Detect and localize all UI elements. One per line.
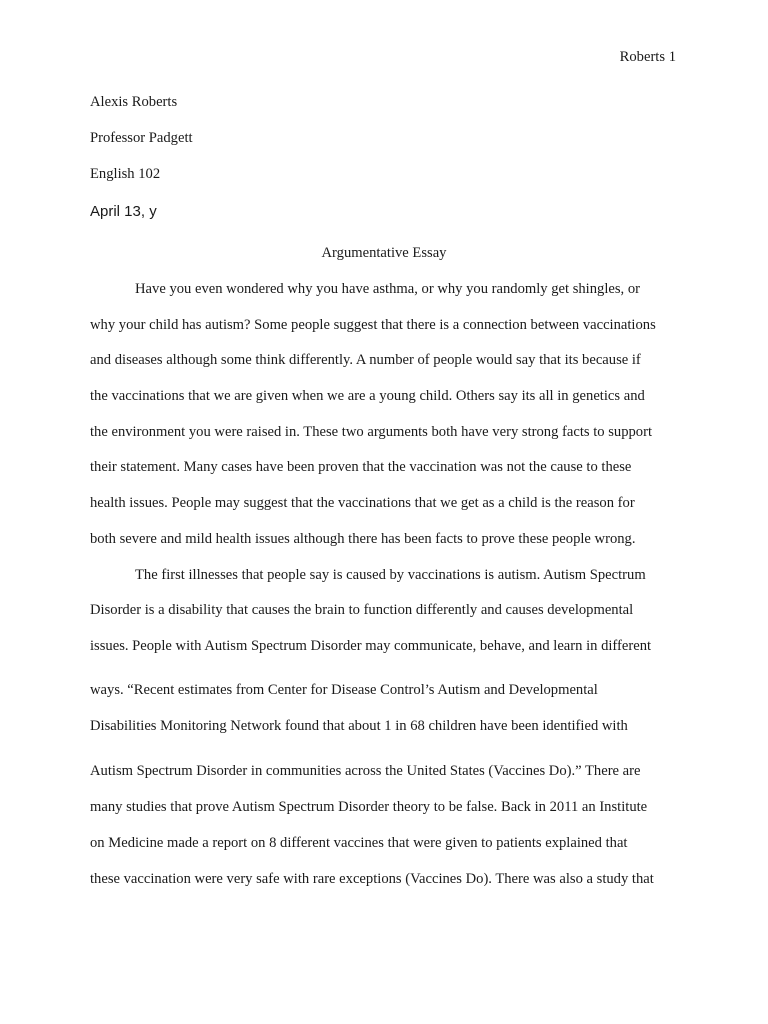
- paragraph-1-line: both severe and mild health issues although there has been facts to prove these people wrong.: [90, 531, 636, 547]
- paragraph-1-line: Have you even wondered why you have asthma, or why you randomly get shingles, or: [135, 281, 640, 297]
- paragraph-2-line: Disabilities Monitoring Network found that about 1 in 68 children have been identified with: [90, 718, 628, 734]
- paragraph-2-line: ways. “Recent estimates from Center for Disease Control’s Autism and Developmental: [90, 682, 598, 698]
- paragraph-2-line: The first illnesses that people say is caused by vaccinations is autism. Autism Spectrum: [135, 567, 646, 583]
- paragraph-2-line: issues. People with Autism Spectrum Disorder may communicate, behave, and learn in different: [90, 638, 652, 654]
- paragraph-1-line: health issues. People may suggest that the vaccinations that we get as a child is the reason for: [90, 495, 635, 511]
- paragraph-2-line: these vaccination were very safe with rare exceptions (Vaccines Do). There was also a study that: [90, 871, 654, 887]
- paragraph-1-line: why your child has autism? Some people suggest that there is a connection between vaccinations: [90, 317, 656, 333]
- paragraph-1-line: the vaccinations that we are given when we are a young child. Others say its all in genetics and: [90, 388, 645, 404]
- paragraph-2-line: on Medicine made a report on 8 different vaccines that were given to patients explained that: [90, 835, 628, 851]
- essay-date: April 13, y: [90, 203, 157, 220]
- essay-title: Argumentative Essay: [321, 245, 447, 261]
- paragraph-2-line: many studies that prove Autism Spectrum Disorder theory to be false. Back in 2011 an Institute: [90, 799, 648, 815]
- course-name: English 102: [90, 166, 161, 182]
- author-name: Alexis Roberts: [90, 94, 178, 110]
- running-head: Roberts 1: [619, 49, 676, 65]
- paragraph-2-line: Autism Spectrum Disorder in communities across the United States (Vaccines Do).” There are: [90, 763, 641, 779]
- paragraph-1-line: and diseases although some think differently. A number of people would say that its because if: [90, 352, 641, 368]
- professor-name: Professor Padgett: [90, 130, 193, 146]
- paragraph-1-line: their statement. Many cases have been proven that the vaccination was not the cause to these: [90, 459, 632, 475]
- paragraph-1-line: the environment you were raised in. These two arguments both have very strong facts to support: [90, 424, 652, 440]
- paragraph-2-line: Disorder is a disability that causes the brain to function differently and causes developmental: [90, 602, 634, 618]
